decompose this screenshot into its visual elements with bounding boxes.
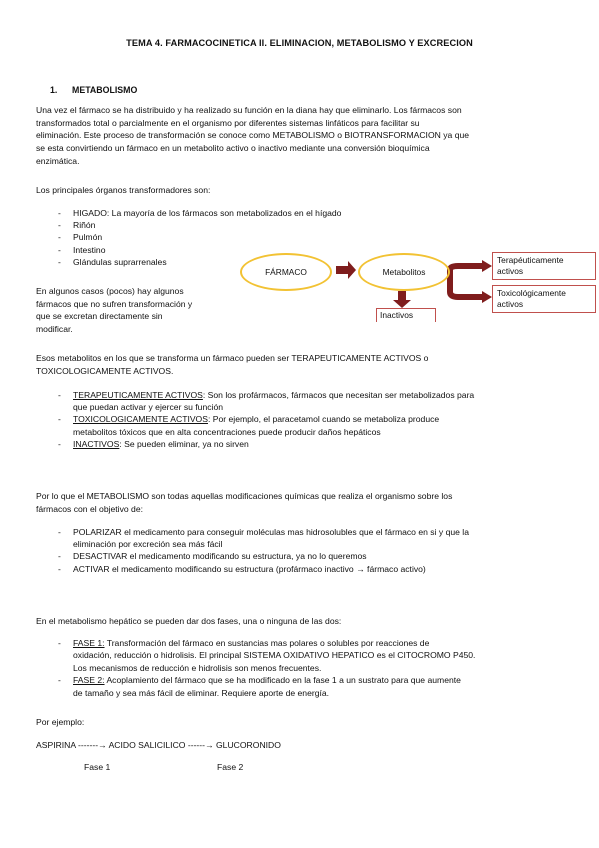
phase-term: FASE 2: xyxy=(73,675,105,686)
toxicologicamente-box xyxy=(492,285,596,313)
paragraph-line: Esos metabolitos en los que se transforma un fármaco pueden ser TERAPEUTICAMENTE ACTIVOS o xyxy=(36,353,429,363)
inactivos-label: Inactivos xyxy=(380,310,414,320)
section-number: 1. xyxy=(50,85,58,95)
paragraph-line: Por lo que el METABOLISMO son todas aquellas modificaciones químicas que realiza el organismo sobre los xyxy=(36,491,453,501)
section-heading xyxy=(50,85,137,95)
intro-line: enzimática. xyxy=(36,155,80,166)
list-item: - Glándulas suprarrenales xyxy=(58,256,558,268)
side-note-line: modificar. xyxy=(36,324,73,335)
term-text: : Se pueden eliminar, ya no sirven xyxy=(119,438,249,449)
objective-paragraph xyxy=(36,490,566,515)
term-text: : Son los profármacos, fármacos que necesitan ser metabolizados para xyxy=(202,390,475,400)
list-item xyxy=(58,413,558,437)
list-item: - HIGADO: La mayoría de los fármacos son metabolizados en el hígado xyxy=(58,207,558,219)
organs-intro: Los principales órganos transformadores son: xyxy=(36,185,211,195)
metabolitos-paragraph xyxy=(36,352,566,377)
metabolitos-oval xyxy=(358,253,450,291)
objective-text: - DESACTIVAR el medicamento modificando su estructura, ya no lo queremos xyxy=(73,551,367,562)
objective-text: eliminación por excreción sea más fácil xyxy=(73,539,223,550)
metabolite-types-list xyxy=(58,389,558,450)
phase-text: de tamaño y sea más fácil de eliminar. Requiere aporte de energía. xyxy=(73,687,330,698)
fork-arrow-icon xyxy=(450,278,484,297)
document-title: TEMA 4. FARMACOCINETICA II. ELIMINACION, METABOLISMO Y EXCRECION xyxy=(126,38,473,48)
farmaco-label: FÁRMACO xyxy=(265,267,307,277)
phases-intro: En el metabolismo hepático se pueden dar dos fases, una o ninguna de las dos: xyxy=(36,616,342,626)
terapeuticamente-label: Terapéuticamente activos xyxy=(497,255,564,276)
phase-text: Acoplamiento del fármaco que se ha modificado en la fase 1 a un sustrato para que aumente xyxy=(104,675,461,686)
list-item: - Intestino xyxy=(58,244,558,256)
intro-line: eliminación. Este proceso de transformación se conoce como METABOLISMO o BIOTRANSFORMACION ya que xyxy=(36,130,470,141)
intro-line: se esta convirtiendo un fármaco en un metabolito activo o inactivo mediante una conversión bioquímica xyxy=(36,143,430,154)
phase-text: Los mecanismos de reducción e hidrolisis son menos frecuentes. xyxy=(73,662,322,673)
intro-paragraph xyxy=(36,104,566,168)
side-note-line: fármacos que no sufren transformación y xyxy=(36,298,193,309)
list-item xyxy=(58,438,558,450)
term-text: : Por ejemplo, el paracetamol cuando se metaboliza produce xyxy=(207,414,440,425)
intro-line: transformados total o parcialmente en el organismo por diferentes sistemas linfáticos para facilitar su xyxy=(36,117,420,128)
inactivos-box xyxy=(376,308,436,322)
arrow-right-icon xyxy=(482,260,492,272)
side-note xyxy=(36,285,236,336)
fork-arrow-icon xyxy=(450,266,484,282)
arrow-right-icon xyxy=(482,291,492,303)
term-text: que puedan activar y ejercer su función xyxy=(73,402,224,413)
example-chain: ASPIRINA -------→ ACIDO SALICILICO ------→ GLUCORONIDO xyxy=(36,740,281,750)
list-item: - Pulmón xyxy=(58,231,558,243)
list-item xyxy=(58,389,558,413)
paragraph-line: TOXICOLOGICAMENTE ACTIVOS. xyxy=(36,365,174,376)
fase1-label: Fase 1 xyxy=(84,762,111,772)
example-label: Por ejemplo: xyxy=(36,717,85,727)
side-note-line: En algunos casos (pocos) hay algunos xyxy=(36,286,184,296)
arrow-right-icon xyxy=(336,261,356,279)
term: TERAPEUTICAMENTE ACTIVOS xyxy=(73,390,203,400)
list-item xyxy=(58,637,558,674)
term-text: metabolitos tóxicos que en alta concentraciones puede producir daños hepáticos xyxy=(73,426,381,437)
arrow-down-icon xyxy=(393,291,411,308)
objectives-list xyxy=(58,526,558,575)
list-item xyxy=(58,674,558,699)
objective-text: - POLARIZAR el medicamento para conseguir moléculas mas hidrosolubles que el fármaco en si y que la xyxy=(73,527,469,537)
phases-list xyxy=(58,637,558,699)
phase-term: FASE 1: xyxy=(73,638,105,648)
paragraph-line: fármacos con el objetivo de: xyxy=(36,503,144,514)
fase2-label: Fase 2 xyxy=(217,762,244,772)
phase-text: oxidación, reducción o hidrolisis. El principal SISTEMA OXIDATIVO HEPATICO es el CITOCROMO P450. xyxy=(73,650,476,661)
phase-text: Transformación del fármaco en sustancias mas polares o solubles por reacciones de xyxy=(104,638,430,648)
terapeuticamente-box xyxy=(492,252,596,280)
list-item: - Riñón xyxy=(58,219,558,231)
list-item xyxy=(58,550,558,562)
toxicologicamente-label: Toxicológicamente activos xyxy=(497,288,566,309)
term: TOXICOLOGICAMENTE ACTIVOS xyxy=(73,414,208,425)
intro-line: Una vez el fármaco se ha distribuido y ha realizado su función en la diana hay que eliminarlo. Los fármacos son xyxy=(36,105,462,115)
side-note-line: que se excretan directamente sin xyxy=(36,311,163,322)
metabolitos-label: Metabolitos xyxy=(382,267,426,277)
list-item xyxy=(58,563,558,575)
term: INACTIVOS xyxy=(73,438,120,449)
list-item xyxy=(58,526,558,550)
section-title: METABOLISMO xyxy=(72,85,138,95)
objective-text: - ACTIVAR el medicamento modificando su estructura (profármaco inactivo → fármaco activo) xyxy=(73,563,426,574)
